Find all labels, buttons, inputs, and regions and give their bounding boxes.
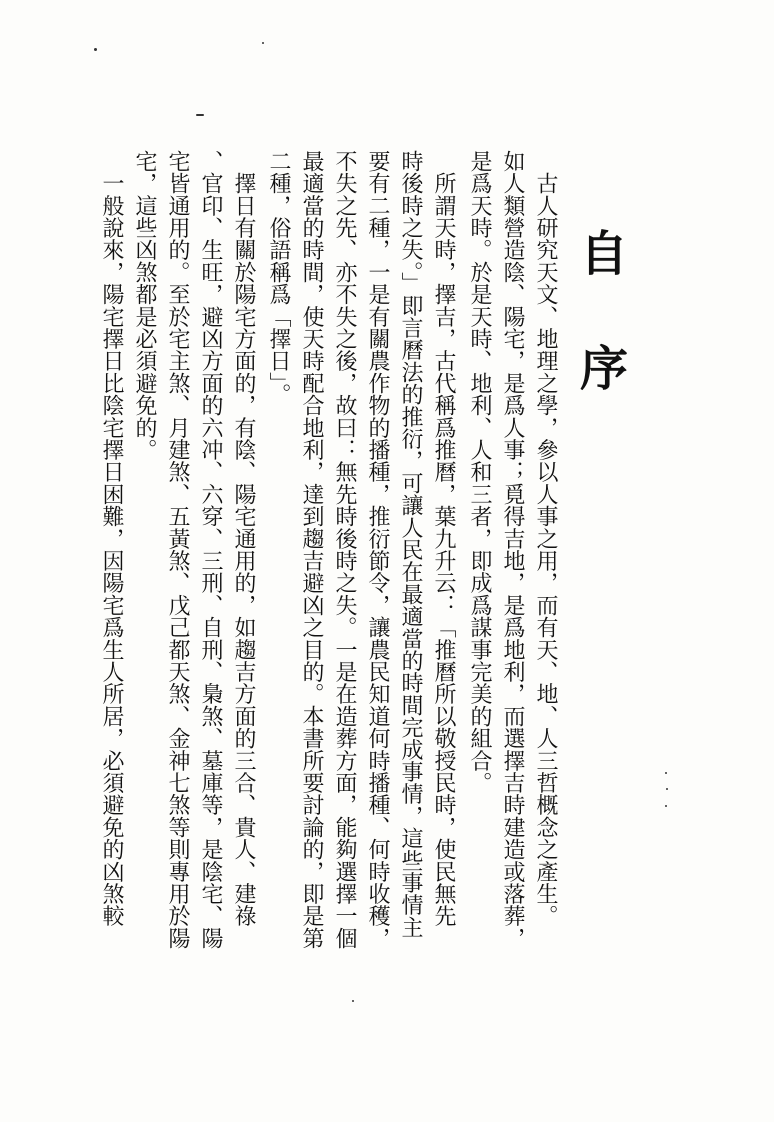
text-column-5: 時後時之失。」即言曆法的推衍，可讓人民在最適當的時間完成事情，這些事情主	[398, 150, 423, 939]
title-char-self: 自	[580, 226, 629, 282]
text-column-9: 二種，俗語稱爲「擇日」。	[266, 150, 291, 406]
text-column-11: 、官印、生旺，避凶方面的六冲、六穿、三刑、自刑、梟煞、墓庫等，是陰宅、陽	[198, 150, 223, 950]
text-column-1: 古人研究天文、地理之學，參以人事之用，而有天、地、人三哲概念之產生。	[533, 150, 558, 927]
scan-speck	[94, 48, 97, 51]
scan-speck	[666, 788, 668, 790]
text-column-6: 要有二種，一是有關農作物的播種，推衍節令，讓農民知道何時播種、何時收穫，	[365, 150, 390, 950]
text-column-13: 宅，這些凶煞都是必須避免的。	[132, 150, 157, 461]
text-column-7: 不失之先、亦不失之後，故曰：無先時後時之失。一是在造葬方面，能夠選擇一個	[332, 150, 357, 950]
scan-speck	[262, 42, 264, 44]
text-column-8: 最適當的時間，使天時配合地利，達到趨吉避凶之目的。本書所要討論的，即是第	[299, 150, 324, 950]
text-column-12: 宅皆通用的。至於宅主煞、月建煞、五黃煞、戊己都天煞、金神七煞等則專用於陽	[165, 150, 190, 950]
text-column-3: 是爲天時。於是天時、地利、人和三者，即成爲謀事完美的組合。	[467, 150, 492, 794]
scan-speck	[665, 805, 667, 807]
text-column-14: 一般說來，陽宅擇日比陰宅擇日困難，因陽宅爲生人所居，必須避免的凶煞較	[99, 150, 124, 927]
text-column-2: 如人類營造陰、陽宅，是爲人事；覓得吉地，是爲地利，而選擇吉時建造或落葬，	[500, 150, 525, 950]
title-char-preface: 序	[580, 341, 629, 397]
text-column-10: 擇日有關於陽宅方面的，有陰、陽宅通用的，如趨吉方面的三合、貴人、建祿	[231, 150, 256, 927]
scan-speck	[665, 772, 667, 774]
scan-speck	[352, 1000, 354, 1002]
scan-speck	[196, 114, 204, 116]
text-column-4: 所謂天時，擇吉，古代稱爲推曆，葉九升云：「推曆所以敬授民時，使民無先	[431, 150, 456, 927]
